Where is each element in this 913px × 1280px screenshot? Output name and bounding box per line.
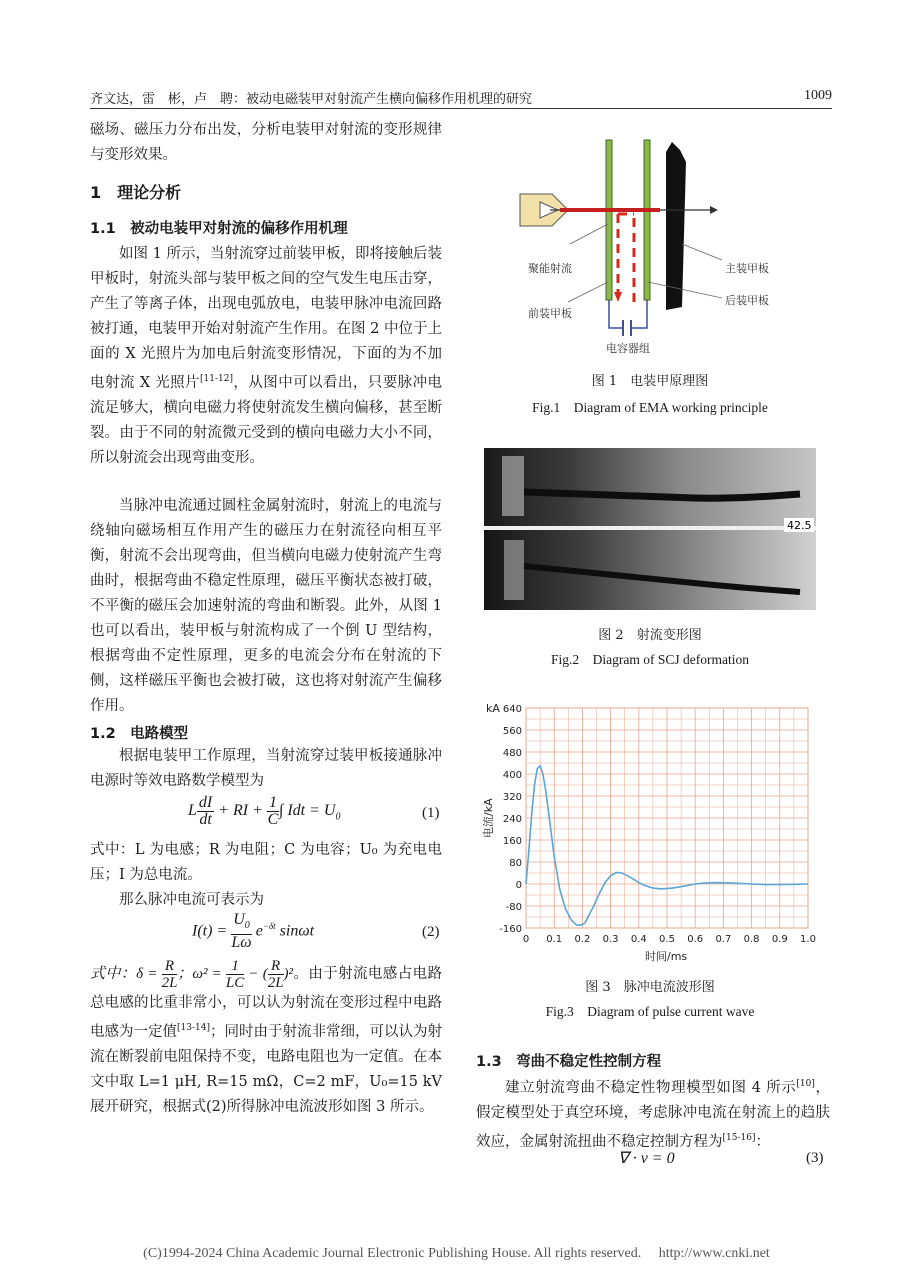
flash-band [504, 540, 524, 600]
y-tick-label: 480 [502, 748, 522, 759]
y-tick-label: -80 [505, 902, 522, 913]
equation-number: (2) [422, 924, 440, 940]
figure-caption-en: Fig.3 Diagram of pulse current wave [545, 1004, 755, 1019]
intro-paragraph: 磁场、磁压力分布出发，分析电装甲对射流的变形规律与变形效果。 [90, 122, 442, 163]
subsection-heading: 1.2 电路模型 [90, 726, 189, 742]
y-tick-label: 0 [515, 880, 522, 891]
running-title: 齐文达，雷 彬，卢 聘：被动电磁装甲对射流产生横向偏移作用机理的研究 [90, 92, 533, 107]
label-capacitor: 电容器组 [606, 342, 650, 355]
label-rear-plate: 后装甲板 [725, 294, 769, 307]
label-main-plate: 主装甲板 [725, 262, 769, 275]
leader-line [648, 282, 722, 298]
chart-grid [526, 708, 808, 928]
y-tick-label: 240 [502, 814, 522, 825]
y-tick-label: 320 [502, 792, 522, 803]
xray-bottom [484, 530, 816, 610]
copyright-footer: (C)1994-2024 China Academic Journal Electronic Publishing House. All rights reserved. http://www.cnki.net [143, 1246, 770, 1261]
body-paragraph [90, 242, 442, 471]
figure-caption-cn: 图 3 脉冲电流波形图 [585, 980, 715, 995]
x-tick-label: 0.8 [743, 934, 760, 945]
pulse-current-chart [478, 700, 828, 970]
ema-diagram [510, 132, 800, 362]
subsection-heading: 1.3 弯曲不稳定性控制方程 [476, 1054, 662, 1070]
para-text: 建立射流弯曲不稳定性物理模型如图 4 所示 [505, 1079, 797, 1096]
figure-caption-en: Fig.2 Diagram of SCJ deformation [551, 652, 749, 667]
equation-3: ∇ · v = 0 [618, 1150, 675, 1167]
body-paragraph: 式中：L 为电感；R 为电阻；C 为电容；U₀ 为充电电压；I 为总电流。 [90, 842, 442, 883]
current-arrow-icon [614, 292, 622, 302]
x-tick-label: 0.1 [546, 934, 563, 945]
y-tick-label: 80 [509, 858, 522, 869]
x-tick-label: 0.5 [659, 934, 675, 945]
x-tick-label: 0.3 [602, 934, 619, 945]
para-text: 。由于射流电感占电路总电感的比重非常小，可以认为射流在变形过程中电路电感为一定值 [90, 965, 442, 1040]
citation: [11-12] [200, 374, 233, 384]
x-tick-label: 0.6 [687, 934, 704, 945]
main-plate [666, 142, 686, 310]
equation-2: I(t) = $\frac{U_0}{L\omega}$ $e^{-\delta t}$ sinωt [192, 911, 315, 952]
x-axis-label: 时间/ms [645, 950, 688, 963]
para-text: ，假定模型处于真空环境，考虑脉冲电流在射流上的趋肤效应，金属射流扭曲不稳定控制方程为 [476, 1079, 830, 1150]
x-tick-label: 0.4 [630, 934, 647, 945]
y-tick-label: 640 [502, 704, 522, 715]
para-text: ；同时由于射流非常细，可以认为射流在断裂前电阻保持不变，电路电阻也为一定值。在本文中取 L=1 μH, R=15 mΩ，C=2 mF，U₀=15 kV 展开研究，根据式(2)所得脉冲电流波形如图 3 所示。 [90, 1023, 443, 1115]
y-tick-label: 400 [502, 770, 522, 781]
leader-line [568, 282, 608, 302]
capacitor-wire [609, 300, 647, 328]
body-paragraph: 根据电装甲工作原理，当射流穿过装甲板接通脉冲电源时等效电路数学模型为 [90, 748, 442, 789]
xray-photos [484, 448, 816, 610]
xray-label: 42.5 [787, 519, 812, 532]
x-tick-label: 0.2 [574, 934, 591, 945]
y-tick-label: 160 [502, 836, 522, 847]
leader-line [570, 224, 608, 244]
page-number: 1009 [804, 88, 832, 103]
figure-caption-en: Fig.1 Diagram of EMA working principle [532, 400, 768, 415]
running-header [90, 88, 832, 109]
photo-divider [484, 526, 816, 530]
flash-band [502, 456, 524, 516]
para-text: 如图 1 所示，当射流穿过前装甲板，即将接触后装甲板时，射流头部与装甲板之间的空气发生电压击穿，产生了等离子体，出现电弧放电，电装甲脉冲电流回路被打通，电装甲开始对射流产生作用。在图 2 中位于上面的 X 光照片为加电后射流变形情况，下面的为不加电射流 X 光照片 [90, 246, 442, 391]
inline-formula: 式中：δ = $\frac{R}{2L}$ ；ω² = $\frac{1}{LC}$ − ( $\frac{R}{2L}$ )² [90, 958, 294, 991]
x-tick-label: 1.0 [800, 934, 816, 945]
figure-caption-cn: 图 1 电装甲原理图 [591, 374, 709, 389]
x-tick-label: 0.7 [715, 934, 732, 945]
y-tick-labels [499, 704, 522, 935]
x-tick-label: 0.9 [771, 934, 788, 945]
citation: [13-14] [177, 1023, 210, 1033]
body-paragraph: 当脉冲电流通过圆柱金属射流时，射流上的电流与绕轴向磁场相互作用产生的磁压力在射流径向相互平衡，射流不会出现弯曲，但当横向电磁力使射流产生弯曲时，根据弯曲不稳定性原理，磁压平衡状态被打破，不平衡的磁压会加速射流的弯曲和断裂。此外，从图 1 也可以看出，装甲板与射流构成了一个倒 U 型结构，根据弯曲不定性原理，更多的电流会分布在射流的下侧，这样磁压平衡也会被打破，这也将对射流产生偏移作用。 [90, 498, 442, 714]
x-tick-label: 0 [522, 934, 530, 945]
y-axis-label: 电流/kA [482, 798, 495, 838]
para-text: ，从图中可以看出，只要脉冲电流足够大，横向电磁力将使射流发生横向偏移，甚至断裂。由于不同的射流微元受到的横向电磁力大小不同，所以射流会出现弯曲变形。 [90, 374, 443, 466]
front-plate [606, 140, 612, 300]
equation-number: (3) [806, 1150, 824, 1166]
y-tick-label: 560 [502, 726, 522, 737]
section-heading: 1 理论分析 [90, 183, 182, 202]
para-text: ： [755, 1133, 770, 1150]
figure-caption-cn: 图 2 射流变形图 [598, 628, 702, 643]
rear-plate [644, 140, 650, 300]
equation-number: (1) [422, 805, 440, 821]
citation: [15-16] [722, 1132, 756, 1143]
body-paragraph [90, 958, 442, 1120]
subsection-heading: 1.1 被动电装甲对射流的偏移作用机理 [90, 221, 348, 237]
y-axis-unit: kA [486, 702, 500, 715]
leader-line [682, 244, 722, 260]
current-loop [618, 214, 634, 302]
label-jet: 聚能射流 [528, 262, 572, 275]
x-tick-labels [523, 934, 816, 945]
citation: [10] [796, 1079, 815, 1089]
xray-top [484, 448, 816, 526]
label-front-plate: 前装甲板 [528, 307, 572, 320]
body-paragraph [476, 1072, 830, 1155]
arrowhead-icon [710, 206, 718, 214]
y-tick-label: -160 [499, 924, 522, 935]
body-paragraph: 那么脉冲电流可表示为 [119, 892, 264, 908]
equation-1: L $\frac{dI}{dt}$ + RI + $\frac{1}{C}$ ∫ Idt = $U_0$ [188, 794, 341, 828]
